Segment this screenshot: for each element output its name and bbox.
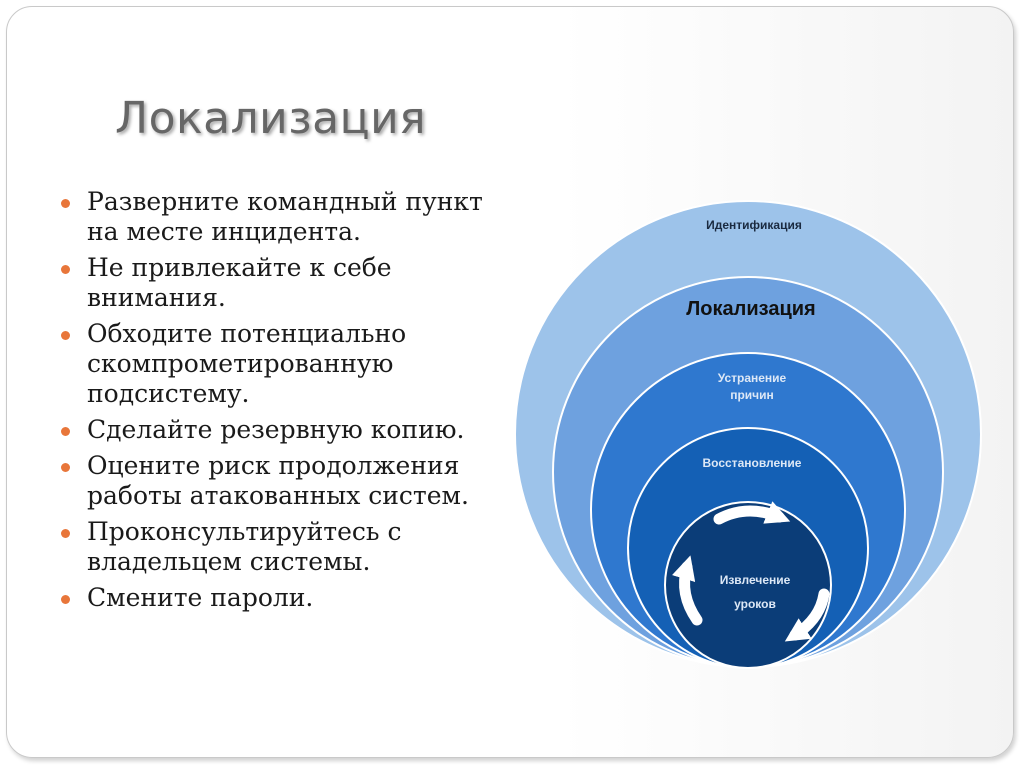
bullet-item: Разверните командный пункт на месте инцидента. [57, 187, 507, 247]
bullet-item: Не привлекайте к себе внимания. [57, 253, 507, 313]
slide-title: Локализация [115, 93, 427, 144]
ring-label-lessons-learned: Извлечение уроков [719, 573, 791, 611]
ring-label-eradication: Устранение причин [717, 371, 787, 402]
ring-label-identification: Идентификация [706, 218, 802, 232]
bullet-item: Обходите потенциально скомпрометированную подсистему. [57, 319, 507, 409]
bullet-item: Оцените риск продолжения работы атакованных систем. [57, 451, 507, 511]
bullet-item: Смените пароли. [57, 583, 507, 613]
ring-label-containment: Локализация [686, 298, 816, 320]
slide [6, 6, 1014, 758]
ring-label-recovery: Восстановление [702, 456, 802, 470]
bullet-item: Проконсультируйтесь с владельцем системы. [57, 517, 507, 577]
bullet-item: Сделайте резервную копию. [57, 415, 507, 445]
nested-circles-diagram [7, 7, 1013, 757]
